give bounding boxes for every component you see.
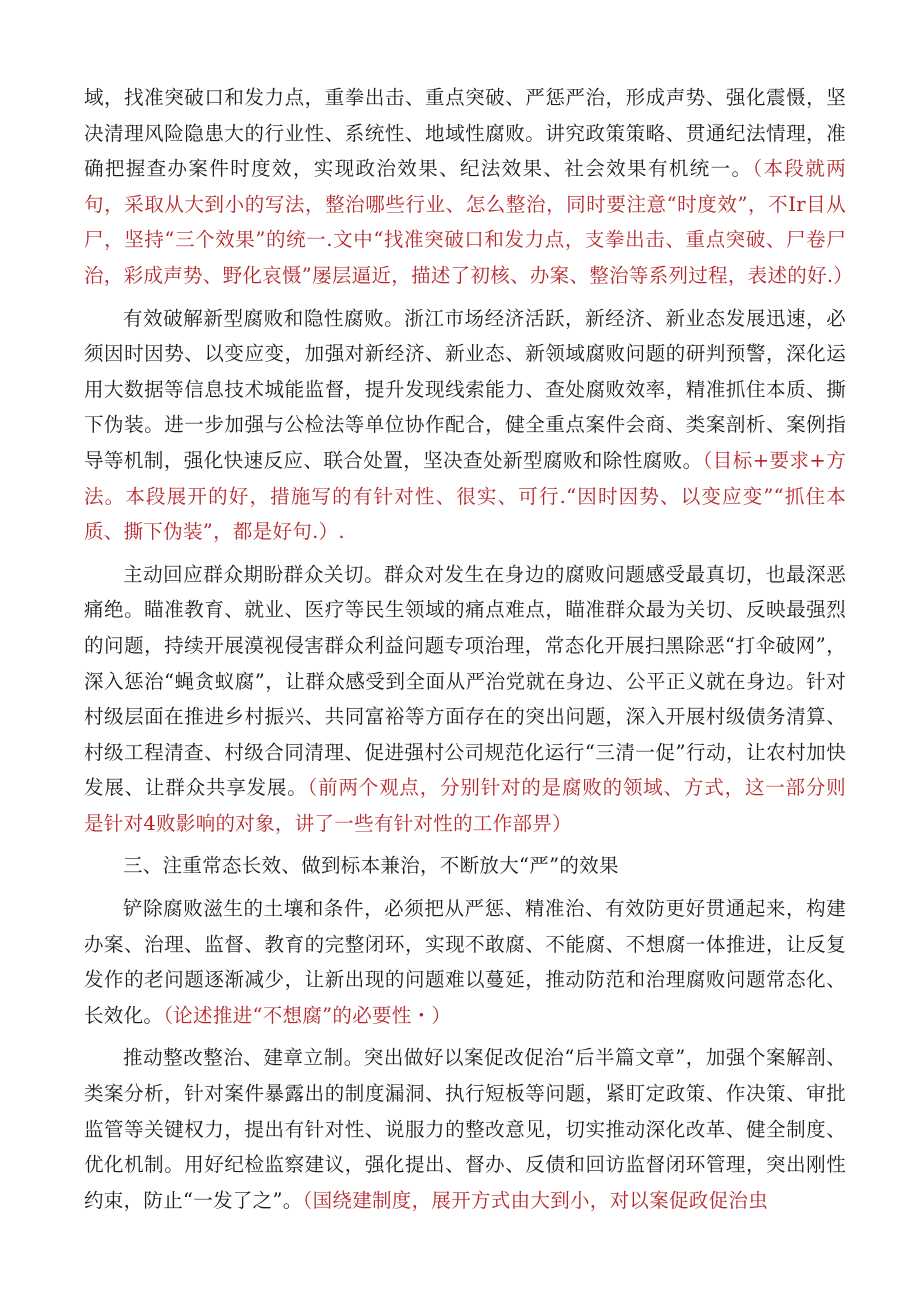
paragraph-body: 主动回应群众期盼群众关切。群众对发生在身边的腐败问题感受最真切，也最深恶痛绝。瞄准教育、就业、医疗等民生领域的痛点难点，瞄准群众最为关切、反映最强烈的问题，持续开展漠视侵害群众利益问题专项治理，常态化开展扫黑除恶“打伞破网”，深入惩治“蝇贪蚁腐”，让群众感受到全面从严治党就在身边、公平正义就在身边。针对村级层面在推进乡村振兴、共同富裕等方面存在的突出问题，深入开展村级债务清算、村级工程清查、村级合同清理、促进强村公司规范化运行“三清一促”行动，让农村加快发展、让群众共享发展。 [84,562,846,800]
paragraph-body: 有效破解新型腐败和隐性腐败。浙江市场经济活跃，新经济、新业态发展迅速，必须因时因势、以变应变，加强对新经济、新业态、新领域腐败问题的研判预警，深化运用大数据等信息技术城能监督，提升发现线索能力、查处腐败效率，精准抓住本质、撕下伪装。进一步加强与公检法等单位协作配合，健全重点案件会商、类案剖析、案例指导等机制，强化快速反应、联合处置，坚决查处新型腐败和除性腐败。 [84,306,846,472]
paragraph-new-corruption [84,301,846,550]
document-page [84,80,854,1225]
paragraph-body: 铲除腐败滋生的土壤和条件，必须把从严惩、精准治、有效防更好贯通起来，构建办案、治理、监督、教育的完整闭环，实现不敢腐、不能腐、不想腐一体推进，让反复发作的老问题逐渐减少，让新出现的问题难以蔓延，推动防范和治理腐败问题常态化、长效化。 [84,897,846,1027]
editor-comment: （本段就两句，采取从大到小的写法，整治哪些行业、怎么整治，同时要注意“时度效”，不Ir目从尸，坚持“三个效果”的统一.文中“找准突破口和发力点，支拳出击、重点突破、尸卷尸治，彩成声势、野化哀慑”屡层逼近，描述了初核、办案、整治等系列过程，表述的好.） [84,157,854,287]
editor-comment: （论述推进“不想腐”的必要性・） [163,1003,452,1027]
section-heading [84,848,846,884]
paragraph-rectification [84,80,854,294]
paragraph-public-concerns [84,557,846,842]
paragraph-body: 推动整改整治、建章立制。突出做好以案促改促治“后半篇文章”，加强个案解剖、类案分析，针对案件暴露出的制度漏洞、执行短板等问题，紧盯定政策、作决策、审批监管等关键权力，提出有针对性、说服力的整改意见，切实推动深化改革、健全制度、优化机制。用好纪检监察建议，强化提出、督办、反债和回访监督闭环管理，突出刚性约束，防止“一发了之”。 [84,1046,846,1212]
editor-comment: （目标+要求+方法。本段展开的好，措施写的有针对性、很实、可行.“因时因势、以变应变”“抓住本质、撕下伪装”，都是好句.）. [84,448,847,544]
paragraph-institution-building [84,1040,846,1218]
editor-comment: （前两个观点，分别针对的是腐败的领域、方式，这一部分则是针对4败影响的对象，讲了一些有针对性的工作部畀） [84,776,846,835]
paragraph-body: 域，找准突破口和发力点，重拳出击、重点突破、严惩严治，形成声势、强化震慑，坚决清理风险隐患大的行业性、系统性、地域性腐败。讲究政策策略、贯通纪法情理，准确把握查办案件时度效，实现政治效果、纪法效果、社会效果有机统一。 [84,86,846,181]
section-heading-text: 三、注重常态长效、做到标本兼治，不断放大“严”的效果 [123,854,619,878]
paragraph-section-intro [84,891,846,1033]
editor-comment: （国绕建制度，展开方式由大到小，对以案促政促治虫 [302,1188,768,1212]
